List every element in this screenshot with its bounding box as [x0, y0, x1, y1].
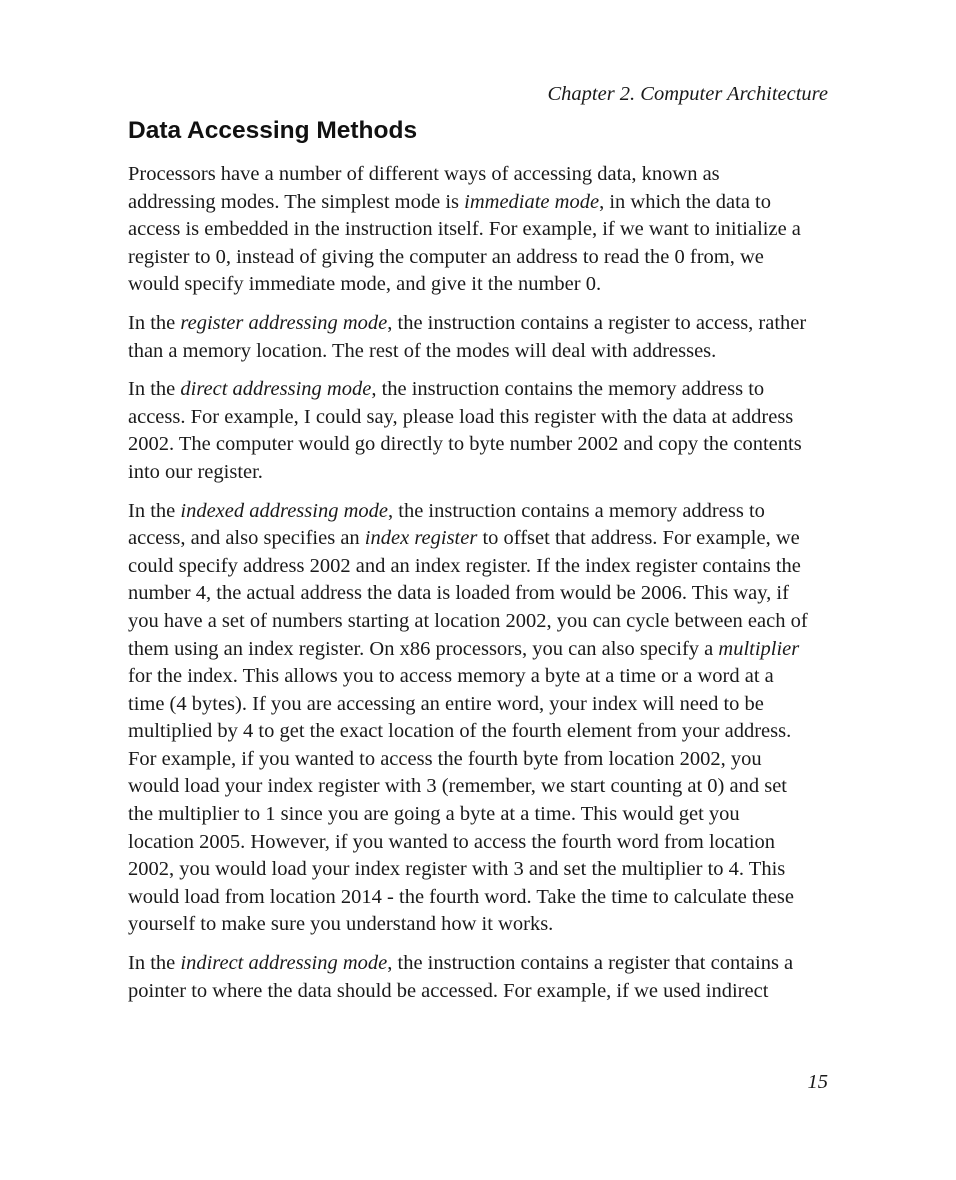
- text-line: [128, 911, 832, 939]
- text-line: [128, 216, 832, 244]
- italic-term: multiplier: [718, 637, 800, 660]
- text-line: [128, 431, 832, 459]
- italic-term: index register: [364, 527, 478, 550]
- page-number: 15: [807, 1071, 828, 1093]
- italic-term: indexed addressing mode: [180, 499, 388, 522]
- text-run: , the instruction contains a register to access, rather: [387, 311, 807, 334]
- text-line: [128, 189, 832, 217]
- text-run: For example, if you wanted to access the fourth byte from location 2002, you: [128, 747, 762, 770]
- text-run: 2002, you would load your index register with 3 and set the multiplier to 4. This: [128, 858, 786, 881]
- text-run: them using an index register. On x86 processors, you can also specify a: [128, 637, 719, 660]
- text-line: [128, 801, 832, 829]
- text-run: In the: [128, 378, 181, 401]
- text-line: [128, 829, 832, 857]
- text-run: access. For example, I could say, please load this register with the data at address: [128, 405, 794, 428]
- text-line: [128, 718, 832, 746]
- text-line: [128, 746, 832, 774]
- paragraph: [128, 310, 832, 365]
- text-line: [128, 498, 832, 526]
- text-run: would load your index register with 3 (remember, we start counting at 0) and set: [128, 775, 787, 798]
- text-run: access is embedded in the instruction itself. For example, if we want to initialize a: [128, 218, 801, 241]
- text-run: would load from location 2014 - the fourth word. Take the time to calculate these: [128, 885, 794, 908]
- text-line: [128, 950, 832, 978]
- text-run: Processors have a number of different ways of accessing data, known as: [128, 163, 720, 185]
- text-run: pointer to where the data should be accessed. For example, if we used indirect: [128, 979, 769, 1002]
- text-run: addressing modes. The simplest mode is: [128, 190, 465, 213]
- text-run: to offset that address. For example, we: [477, 527, 800, 550]
- text-line: [128, 338, 832, 366]
- text-run: the multiplier to 1 since you are going a byte at a time. This would get you: [128, 803, 740, 826]
- text-run: 2002. The computer would go directly to byte number 2002 and copy the contents: [128, 433, 802, 456]
- text-run: In the: [128, 499, 181, 522]
- text-line: [128, 773, 832, 801]
- text-run: time (4 bytes). If you are accessing an entire word, your index will need to be: [128, 692, 764, 715]
- paragraph: [128, 950, 832, 1005]
- text-line: [128, 636, 832, 664]
- text-line: [128, 580, 832, 608]
- text-run: , the instruction contains the memory address to: [371, 378, 765, 401]
- text-run: In the: [128, 952, 181, 975]
- text-line: [128, 310, 832, 338]
- running-header: Chapter 2. Computer Architecture: [547, 83, 828, 105]
- text-line: [128, 553, 832, 581]
- text-run: yourself to make sure you understand how it works.: [128, 913, 554, 936]
- text-line: [128, 691, 832, 719]
- text-line: [128, 608, 832, 636]
- italic-term: indirect addressing mode: [180, 952, 388, 975]
- text-run: than a memory location. The rest of the modes will deal with addresses.: [128, 339, 717, 362]
- text-run: could specify address 2002 and an index register. If the index register contains the: [128, 554, 801, 577]
- text-line: [128, 459, 832, 487]
- text-line: [128, 161, 832, 189]
- text-line: [128, 856, 832, 884]
- italic-term: register addressing mode: [180, 311, 388, 334]
- text-run: register to 0, instead of giving the computer an address to read the 0 from, we: [128, 245, 764, 268]
- italic-term: immediate mode: [464, 190, 600, 213]
- section-title: Data Accessing Methods: [128, 117, 418, 144]
- text-run: location 2005. However, if you wanted to access the fourth word from location: [128, 830, 776, 853]
- paragraph: [128, 161, 832, 299]
- text-run: would specify immediate mode, and give it the number 0.: [128, 273, 602, 296]
- text-run: for the index. This allows you to access memory a byte at a time or a word at a: [128, 665, 774, 688]
- paragraph: [128, 376, 832, 486]
- italic-term: direct addressing mode: [180, 378, 372, 401]
- text-line: [128, 376, 832, 404]
- body-text: [128, 161, 832, 1016]
- text-line: [128, 663, 832, 691]
- text-run: access, and also specifies an: [128, 527, 365, 550]
- text-line: [128, 884, 832, 912]
- text-line: [128, 271, 832, 299]
- text-run: , the instruction contains a memory address to: [388, 499, 765, 522]
- text-run: you have a set of numbers starting at location 2002, you can cycle between each of: [128, 609, 808, 632]
- text-run: , the instruction contains a register that contains a: [387, 952, 794, 975]
- paragraph: [128, 498, 832, 940]
- text-run: number 4, the actual address the data is loaded from would be 2006. This way, if: [128, 582, 789, 605]
- text-line: [128, 978, 832, 1006]
- text-run: In the: [128, 311, 181, 334]
- text-line: [128, 525, 832, 553]
- text-line: [128, 244, 832, 272]
- text-run: , in which the data to: [599, 190, 771, 213]
- text-run: into our register.: [128, 460, 263, 483]
- text-line: [128, 404, 832, 432]
- text-run: multiplied by 4 to get the exact location of the fourth element from your address.: [128, 720, 792, 743]
